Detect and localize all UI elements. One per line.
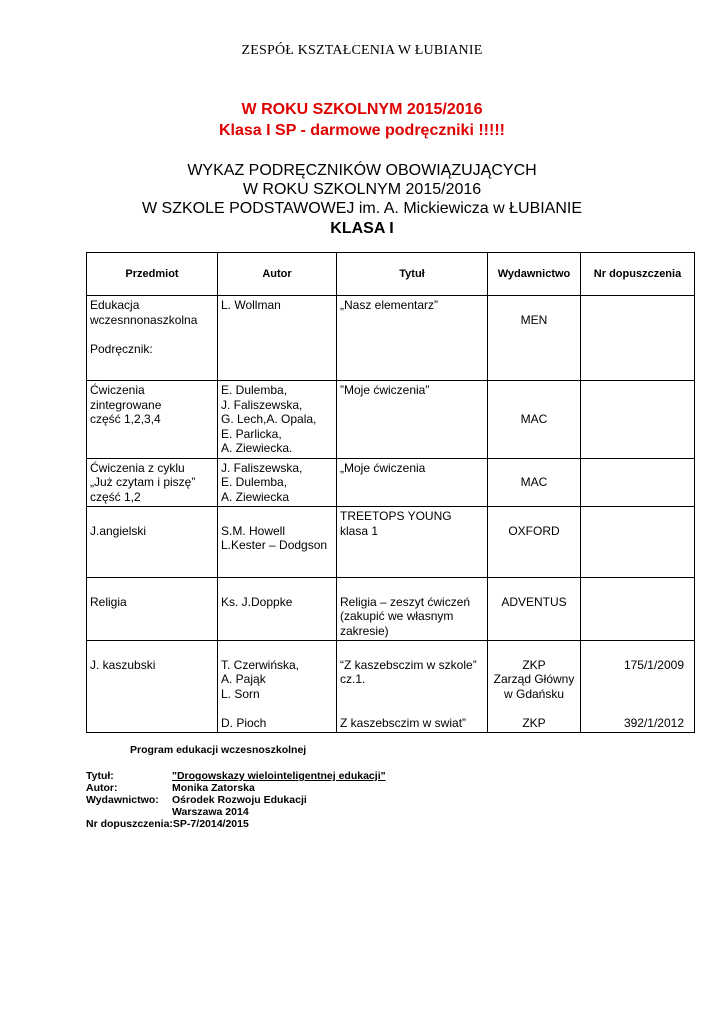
- cell-author: [218, 641, 337, 733]
- cell-line: S.M. Howell: [221, 523, 286, 538]
- program-title-line: [86, 770, 386, 782]
- red-heading-free-books: Klasa I SP - darmowe podręczniki !!!!!: [219, 122, 505, 139]
- cell-line: A. Ziewiecka: [221, 489, 290, 504]
- cell-line: A. Ziewiecka.: [221, 441, 293, 455]
- title-line-2: W ROKU SZKOLNYM 2015/2016: [242, 181, 482, 198]
- cell-line: [221, 701, 333, 716]
- program-approval: Nr dopuszczenia:SP-7/2014/2015: [86, 818, 249, 830]
- cell-subject: [87, 641, 218, 733]
- cell-title: [337, 507, 488, 578]
- cell-line: Religia: [90, 594, 127, 609]
- program-city-line: [86, 806, 249, 818]
- cell-line: [340, 643, 484, 658]
- program-title-label: Tytuł:: [86, 770, 114, 782]
- cell-line: [90, 327, 214, 342]
- cell-line: [491, 383, 577, 398]
- cell-approval: [581, 641, 695, 733]
- cell-publisher: [488, 578, 581, 641]
- program-author-label: Autor:: [86, 782, 118, 794]
- cell-subject: [87, 381, 218, 459]
- cell-title: [337, 578, 488, 641]
- cell-line: G. Lech,A. Opala,: [221, 412, 317, 426]
- table-row: [87, 381, 695, 459]
- program-title-value: "Drogowskazy wielointeligentnej edukacji": [172, 770, 386, 782]
- cell-line: Ks. J.Doppke: [221, 594, 293, 609]
- cell-line: [340, 701, 484, 716]
- cell-line: J.angielski: [90, 523, 147, 538]
- class-heading: KLASA I: [330, 220, 394, 237]
- cell-author: [218, 578, 337, 641]
- cell-line: J. Faliszewska,: [221, 460, 303, 475]
- cell-line: zakresie): [340, 623, 389, 638]
- program-publisher-city: Warszawa 2014: [172, 806, 249, 818]
- header-approval: Nr dopuszczenia: [581, 253, 695, 296]
- cell-line: T. Czerwińska,: [221, 657, 300, 672]
- cell-line: „Już czytam i piszę”: [90, 475, 196, 489]
- cell-line: ”Moje ćwiczenia”: [340, 383, 430, 397]
- header-publisher: Wydawnictwo: [488, 253, 581, 296]
- cell-line: w Gdańsku: [503, 686, 565, 701]
- table-row: [87, 578, 695, 641]
- cell-line: [491, 298, 577, 313]
- cell-publisher: [488, 296, 581, 381]
- cell-line: [90, 509, 214, 524]
- cell-subject: [87, 458, 218, 507]
- cell-publisher: [488, 381, 581, 459]
- program-heading: Program edukacji wczesnoszkolnej: [130, 744, 307, 756]
- cell-line: cz.1.: [340, 672, 366, 686]
- cell-line: ADVENTUS: [501, 594, 567, 609]
- cell-line: L. Wollman: [221, 298, 281, 312]
- table-row: [87, 507, 695, 578]
- cell-line: [221, 580, 333, 595]
- cell-line: [584, 672, 684, 687]
- cell-subject: [87, 507, 218, 578]
- cell-line: [491, 580, 577, 595]
- cell-line: ZKP: [522, 657, 546, 672]
- header-title: Tytuł: [337, 253, 488, 296]
- table-row: [87, 458, 695, 507]
- cell-title: [337, 458, 488, 507]
- header-subject: Przedmiot: [87, 253, 218, 296]
- cell-line: 175/1/2009: [623, 657, 684, 672]
- cell-line: część 1,2,3,4: [90, 412, 161, 426]
- cell-line: J. Faliszewska,: [221, 397, 303, 412]
- cell-title: [337, 381, 488, 459]
- program-publisher-value: Ośrodek Rozwoju Edukacji: [172, 794, 307, 806]
- cell-line: ZKP: [522, 715, 546, 730]
- cell-subject: [87, 578, 218, 641]
- cell-subject: [87, 296, 218, 381]
- cell-line: Zarząd Główny: [493, 672, 575, 686]
- cell-line: A. Pająk: [221, 672, 266, 686]
- cell-line: E. Parlicka,: [221, 426, 282, 441]
- cell-line: “Z kaszebsczim w szkole”: [340, 657, 477, 672]
- cell-line: Z kaszebsczim w swiat”: [340, 715, 467, 730]
- cell-line: OXFORD: [508, 523, 560, 538]
- table-row: [87, 296, 695, 381]
- cell-approval: [581, 578, 695, 641]
- title-line-1: WYKAZ PODRĘCZNIKÓW OBOWIĄZUJĄCYCH: [187, 162, 537, 179]
- cell-line: część 1,2: [90, 489, 141, 504]
- table-header-row: [87, 253, 695, 296]
- cell-line: [491, 509, 577, 524]
- cell-line: Podręcznik:: [90, 341, 153, 356]
- cell-line: TREETOPS YOUNG: [340, 509, 452, 523]
- cell-line: [584, 643, 684, 658]
- table-row: [87, 641, 695, 733]
- cell-author: [218, 296, 337, 381]
- header-author: Autor: [218, 253, 337, 296]
- cell-publisher: [488, 507, 581, 578]
- cell-line: zintegrowane: [90, 397, 162, 412]
- cell-line: E. Dulemba,: [221, 383, 288, 397]
- cell-line: [491, 643, 577, 658]
- cell-line: [491, 461, 577, 476]
- cell-line: Edukacja: [90, 298, 140, 312]
- cell-line: [90, 580, 214, 595]
- program-publisher-line: [86, 794, 307, 806]
- cell-line: [221, 509, 333, 524]
- cell-line: MAC: [520, 475, 548, 489]
- cell-line: [90, 643, 214, 658]
- cell-line: MAC: [520, 412, 548, 426]
- cell-publisher: [488, 458, 581, 507]
- cell-approval: [581, 507, 695, 578]
- cell-approval: [581, 296, 695, 381]
- cell-line: [491, 398, 577, 413]
- cell-publisher: [488, 641, 581, 733]
- cell-title: [337, 641, 488, 733]
- cell-author: [218, 381, 337, 459]
- cell-line: L.Kester – Dodgson: [221, 538, 328, 552]
- cell-line: wczesnnonaszkolna: [90, 312, 198, 327]
- program-publisher-label: Wydawnictwo:: [86, 794, 159, 806]
- cell-line: Ćwiczenia z cyklu: [90, 460, 185, 475]
- cell-line: 392/1/2012: [623, 715, 684, 730]
- cell-author: [218, 458, 337, 507]
- cell-line: „Moje ćwiczenia: [340, 460, 426, 475]
- cell-approval: [581, 381, 695, 459]
- cell-line: Ćwiczenia: [90, 383, 145, 397]
- cell-line: J. kaszubski: [90, 657, 156, 672]
- cell-line: „Nasz elementarz”: [340, 298, 439, 312]
- cell-line: L. Sorn: [221, 686, 260, 701]
- cell-line: Religia – zeszyt ćwiczeń: [340, 594, 471, 609]
- program-author-line: [86, 782, 255, 794]
- cell-line: [340, 687, 484, 702]
- cell-line: E. Dulemba,: [221, 475, 288, 489]
- school-name: ZESPÓŁ KSZTAŁCENIA W ŁUBIANIE: [241, 43, 483, 58]
- red-heading-year: W ROKU SZKOLNYM 2015/2016: [241, 101, 483, 118]
- cell-line: D. Pioch: [221, 715, 267, 730]
- cell-title: [337, 296, 488, 381]
- cell-line: [584, 687, 684, 702]
- cell-line: [584, 701, 684, 716]
- cell-line: [340, 580, 484, 595]
- cell-author: [218, 507, 337, 578]
- cell-line: [491, 701, 577, 716]
- cell-line: MEN: [520, 312, 548, 327]
- cell-approval: [581, 458, 695, 507]
- title-line-3: W SZKOLE PODSTAWOWEJ im. A. Mickiewicza w ŁUBIANIE: [141, 200, 583, 217]
- cell-line: klasa 1: [340, 523, 379, 538]
- textbook-table: [86, 252, 695, 733]
- cell-line: (zakupić we własnym: [340, 609, 454, 623]
- cell-line: [221, 643, 333, 658]
- program-author-value: Monika Zatorska: [172, 782, 255, 794]
